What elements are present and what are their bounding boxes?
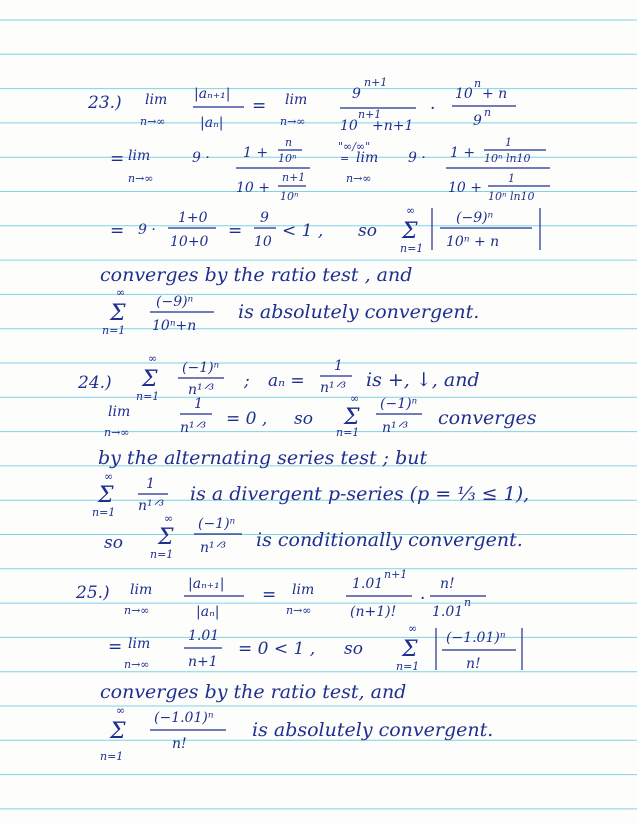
sum-upper: ∞: [164, 512, 174, 525]
sum-upper: ∞: [408, 622, 418, 635]
den-frac-top: n+1: [282, 171, 306, 184]
lim-subscript: n→∞: [140, 115, 166, 128]
abs-bot: n!: [466, 656, 481, 672]
den-frac-bot: 10ⁿ ln10: [488, 190, 535, 203]
hopital-tag: "∞/∞": [338, 140, 371, 153]
frac-bot: (n+1)!: [350, 604, 397, 620]
frac-top: (−1)ⁿ: [198, 516, 236, 532]
lim-subscript: n→∞: [286, 604, 312, 617]
sum-lower: n=1: [100, 750, 124, 763]
frac-den-tail: +n+1: [372, 118, 414, 134]
frac2-num-exp: n: [474, 77, 482, 90]
lim-word: lim: [128, 636, 151, 652]
problem-23: [87, 76, 550, 337]
sigma-symbol: Σ: [344, 405, 360, 430]
sigma-symbol: Σ: [402, 219, 418, 244]
nine-dot: 9 ·: [408, 150, 426, 166]
frac2-num-base: 10: [455, 86, 473, 102]
sigma-symbol: Σ: [110, 719, 126, 744]
sigma-symbol: Σ: [98, 483, 114, 508]
frac-bot: n¹ᐟ³: [382, 420, 409, 436]
frac-num-base: 9: [352, 86, 361, 102]
sum-lower: n=1: [396, 660, 420, 673]
sum-lower: n=1: [102, 324, 126, 337]
an-equals: aₙ =: [268, 371, 305, 391]
prose-line: converges by the ratio test, and: [100, 681, 407, 703]
num-frac-top: n: [285, 136, 293, 149]
prose-line: by the alternating series test ; but: [98, 447, 428, 469]
lim-subscript: n→∞: [124, 658, 150, 671]
lim-subscript: n→∞: [128, 172, 154, 185]
lim-word: lim: [145, 92, 168, 108]
lim-word: lim: [285, 92, 308, 108]
num-frac-bot: 10ⁿ: [278, 152, 297, 165]
abs-bot: 10ⁿ + n: [446, 234, 500, 250]
sum-upper: ∞: [350, 392, 360, 405]
sum-upper: ∞: [148, 352, 158, 365]
frac-bot: n!: [172, 736, 187, 752]
problem-number: 23.): [88, 93, 122, 113]
sum-lower: n=1: [336, 426, 360, 439]
hopital-equals: =: [340, 152, 350, 165]
sigma-symbol: Σ: [402, 637, 418, 662]
frac-top: (−9)ⁿ: [156, 294, 194, 310]
sum-lower: n=1: [150, 548, 174, 561]
lim-word: lim: [356, 150, 379, 166]
num-frac-bot: 10ⁿ ln10: [484, 152, 531, 165]
frac-top: 1.01: [188, 628, 220, 644]
result-top: 9: [260, 210, 269, 226]
frac-top: (−1.01)ⁿ: [154, 710, 214, 726]
abs-denominator: |aₙ|: [196, 604, 220, 620]
equals-sign: =: [110, 149, 125, 169]
abs-top: (−1.01)ⁿ: [446, 630, 506, 646]
dot-operator: ·: [420, 589, 426, 609]
sum-upper: ∞: [104, 470, 114, 483]
frac-top: 1+0: [178, 210, 208, 226]
sigma-symbol: Σ: [158, 525, 174, 550]
an-top: 1: [334, 358, 343, 374]
frac-top-exp: n+1: [384, 568, 408, 581]
sum-upper: ∞: [406, 204, 416, 217]
equals-sign: =: [228, 221, 243, 241]
num-one: 1 +: [243, 145, 269, 161]
frac2-bot-exp: n: [464, 596, 472, 609]
lim-subscript: n→∞: [346, 172, 372, 185]
den-frac-top: 1: [508, 172, 515, 185]
prose-line: is absolutely convergent.: [252, 719, 494, 741]
result-bot: 10: [254, 234, 272, 250]
frac-bot: 10ⁿ+n: [152, 318, 197, 334]
frac-top: (−1)ⁿ: [182, 360, 220, 376]
prose-line: is conditionally convergent.: [256, 529, 523, 551]
equals-zero: = 0 ,: [226, 409, 268, 429]
frac-den-exp: n+1: [358, 108, 382, 121]
frac2-num-tail: + n: [482, 86, 508, 102]
so-word: so: [358, 221, 377, 241]
result: = 0 < 1 ,: [238, 639, 316, 659]
frac-bot: n¹ᐟ³: [180, 420, 207, 436]
lim-subscript: n→∞: [104, 426, 130, 439]
equals-sign: =: [108, 637, 123, 657]
lim-subscript: n→∞: [124, 604, 150, 617]
lim-word: lim: [128, 148, 151, 164]
frac2-top: n!: [440, 576, 455, 592]
sum-upper: ∞: [116, 286, 126, 299]
semicolon: ;: [244, 371, 250, 391]
prose-line: converges: [438, 407, 537, 429]
frac-top: 1: [194, 396, 203, 412]
prose-line: is absolutely convergent.: [238, 301, 480, 323]
frac-top: (−1)ⁿ: [380, 396, 418, 412]
abs-numerator: |aₙ₊₁|: [194, 86, 231, 102]
sum-lower: n=1: [92, 506, 116, 519]
prose-line: is a divergent p-series (p = ⅓ ≤ 1),: [190, 483, 530, 505]
num-frac-top: 1: [505, 136, 512, 149]
frac-num-exp: n+1: [364, 76, 388, 89]
frac-bot: n¹ᐟ³: [138, 498, 165, 514]
den-ten: 10 +: [236, 180, 270, 196]
less-than-one: < 1 ,: [282, 221, 324, 241]
so-word: so: [294, 409, 313, 429]
sum-lower: n=1: [400, 242, 424, 255]
abs-top: (−9)ⁿ: [456, 210, 494, 226]
sum-upper: ∞: [116, 704, 126, 717]
nine-dot: 9 ·: [138, 222, 156, 238]
equals-sign: =: [252, 96, 267, 116]
so-word: so: [344, 639, 363, 659]
an-bot: n¹ᐟ³: [320, 380, 347, 396]
sigma-symbol: Σ: [110, 301, 126, 326]
lim-word: lim: [108, 404, 131, 420]
frac-bot: n¹ᐟ³: [200, 540, 227, 556]
frac-bot: n¹ᐟ³: [188, 382, 215, 398]
problem-24: [77, 352, 537, 561]
problem-number: 24.): [78, 373, 112, 393]
lim-word: lim: [292, 582, 315, 598]
abs-denominator: |aₙ|: [200, 115, 224, 131]
den-ten: 10 +: [448, 180, 482, 196]
dot-operator: ·: [430, 99, 436, 119]
frac-bot: n+1: [188, 654, 218, 670]
equals-sign: =: [110, 221, 125, 241]
num-one: 1 +: [450, 145, 476, 161]
problem-number: 25.): [76, 583, 110, 603]
prose-line: is +, ↓, and: [366, 369, 480, 391]
prose-line: converges by the ratio test , and: [100, 264, 413, 286]
frac2-bot-base: 1.01: [432, 604, 464, 620]
frac2-den-base: 9: [473, 113, 482, 129]
nine-dot: 9 ·: [192, 150, 210, 166]
frac-top-base: 1.01: [352, 576, 384, 592]
sum-lower: n=1: [136, 390, 160, 403]
sigma-symbol: Σ: [142, 367, 158, 392]
frac-den-base: 10: [340, 118, 358, 134]
so-word: so: [104, 533, 123, 553]
frac-bot: 10+0: [170, 234, 209, 250]
problem-25: [75, 568, 522, 763]
frac-top: 1: [146, 476, 155, 492]
lim-subscript: n→∞: [280, 115, 306, 128]
frac2-den-exp: n: [484, 106, 492, 119]
lim-word: lim: [130, 582, 153, 598]
abs-numerator: |aₙ₊₁|: [188, 576, 225, 592]
equals-sign: =: [262, 585, 277, 605]
den-frac-bot: 10ⁿ: [280, 190, 299, 203]
